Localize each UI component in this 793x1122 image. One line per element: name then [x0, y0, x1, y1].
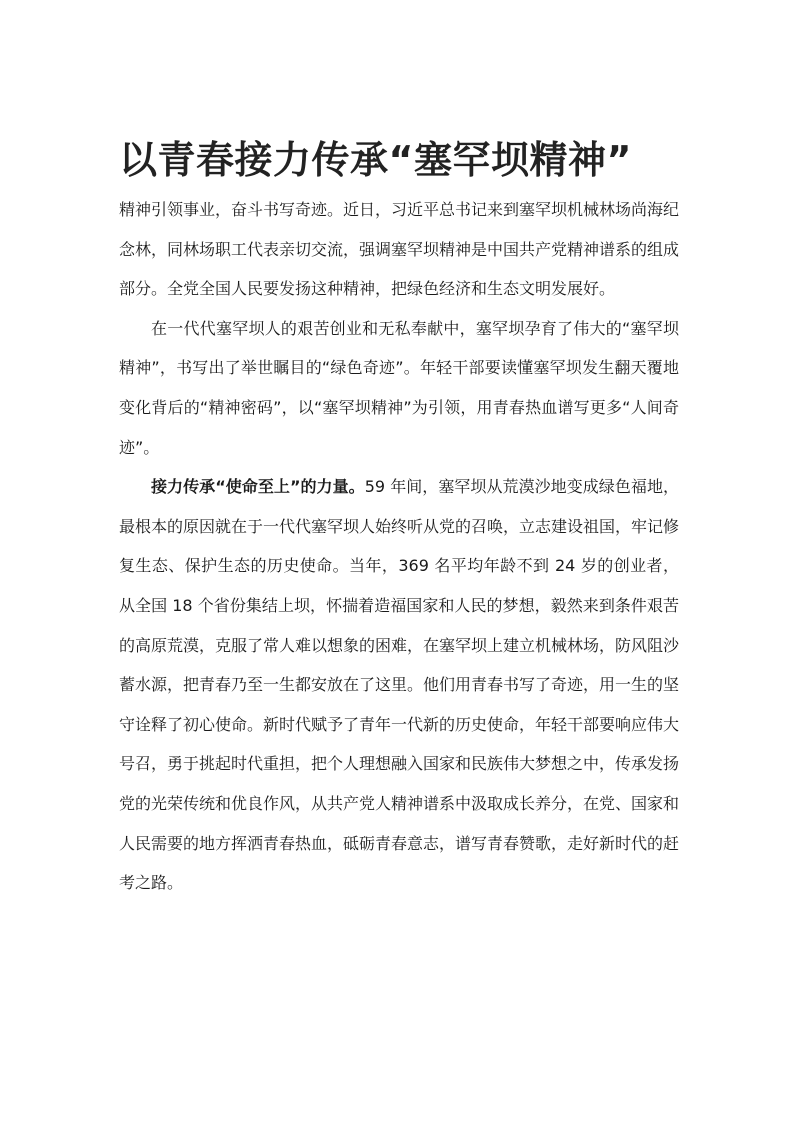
- paragraph-mission: [119, 467, 679, 903]
- paragraph-intro: [119, 190, 679, 309]
- paragraph-text: 精神引领事业，奋斗书写奇迹。近日，习近平总书记来到塞罕坝机械林场尚海纪念林，同林场职工代表亲切交流，强调塞罕坝精神是中国共产党精神谱系的组成部分。全党全国人民要发扬这种精神，把绿色经济和生态文明发展好。: [119, 200, 680, 299]
- paragraph-text: 在一代代塞罕坝人的艰苦创业和无私奉献中，塞罕坝孕育了伟大的“塞罕坝精神”，书写出了举世瞩目的“绿色奇迹”。年轻干部要读懂塞罕坝发生翻天覆地变化背后的“精神密码”，以“塞罕坝精神”为引领，用青春热血谱写更多“人间奇迹”。: [119, 318, 679, 457]
- paragraph-spirit: [119, 309, 679, 467]
- paragraph-text: 59 年间，塞罕坝从荒漠沙地变成绿色福地，最根本的原因就在于一代代塞罕坝人始终听从党的召唤，立志建设祖国，牢记修复生态、保护生态的历史使命。当年，369 名平均年龄不到 24 岁的创业者，从全国 18 个省份集结上坝，怀揣着造福国家和人民的梦想，毅然来到条件艰苦的高原荒漠，克服了常人难以想象的困难，在塞罕坝上建立机械林场，防风阻沙蓄水源，把青春乃至一生都安放在了这里。他们用青春书写了奇迹，用一生的坚守诠释了初心使命。新时代赋予了青年一代新的历史使命，年轻干部要响应伟大号召，勇于挑起时代重担，把个人理想融入国家和民族伟大梦想之中，传承发扬党的光荣传统和优良作风，从共产党人精神谱系中汲取成长养分，在党、国家和人民需要的地方挥洒青春热血，砥砺青春意志，谱写青春赞歌，走好新时代的赶考之路。: [119, 477, 680, 893]
- paragraph-bold-lead: 接力传承“使命至上”的力量。: [151, 477, 365, 497]
- document-title: 以青春接力传承“塞罕坝精神”: [119, 138, 632, 182]
- document-page: [119, 134, 679, 903]
